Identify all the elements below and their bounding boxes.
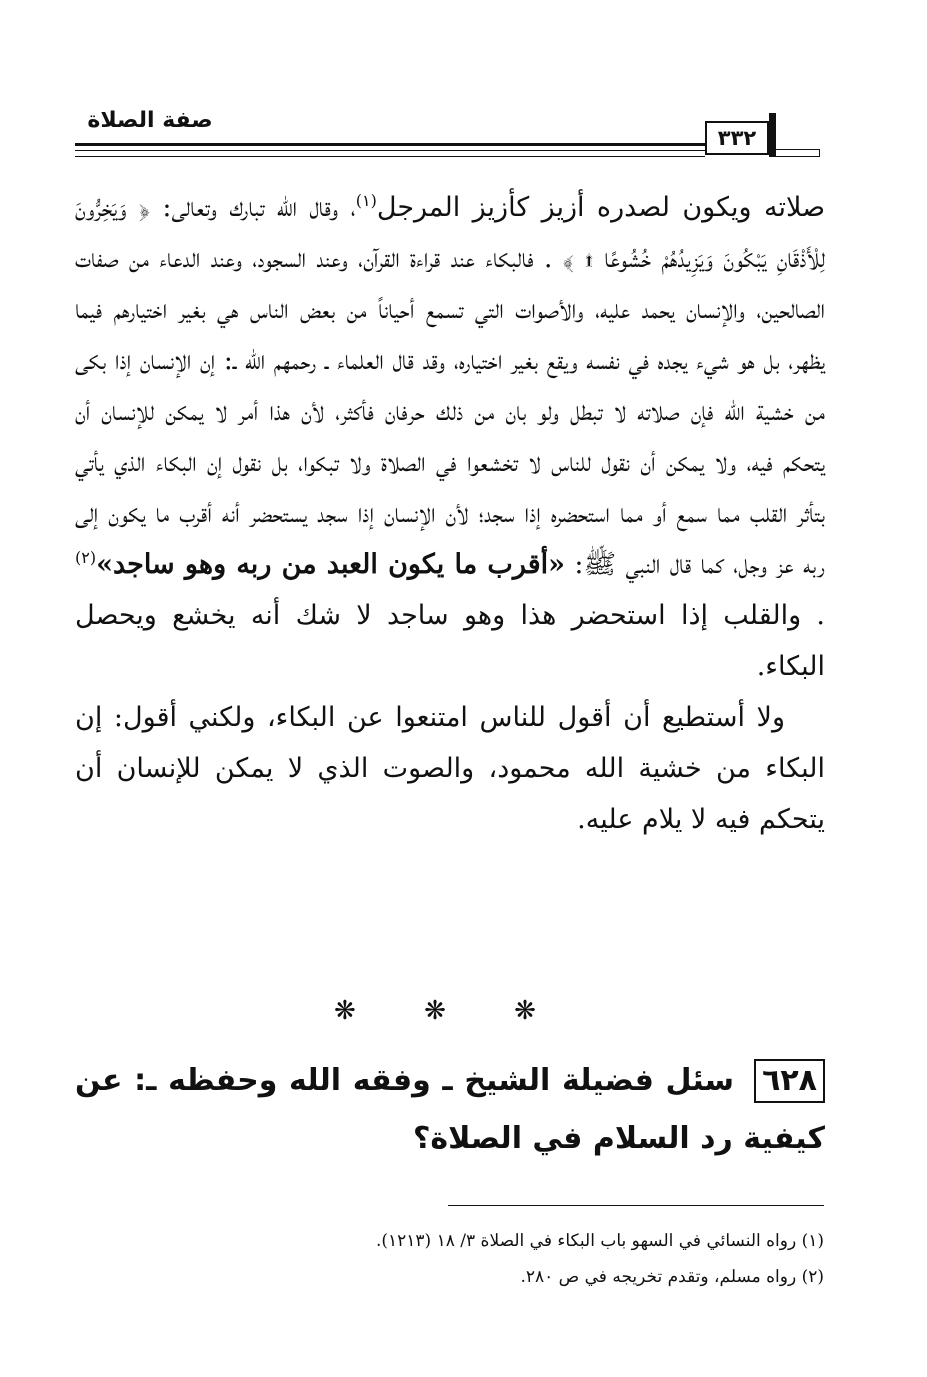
header-rule: [75, 143, 705, 146]
text-segment: . والقلب إذا استحضر هذا وهو ساجد لا شك أنه يخشع ويحصل البكاء.: [75, 600, 825, 682]
header-rule-thin-lower: [75, 156, 705, 157]
text-segment: صلاته ويكون لصدره أزيز كأزيز المرجل: [376, 192, 825, 223]
footnote-divider: [448, 1205, 824, 1206]
page-number: ٣٣٢: [705, 121, 769, 155]
hadith-quote: «أقرب ما يكون العبد من ربه وهو ساجد»: [96, 549, 565, 580]
section-separator: ❋ ❋ ❋: [334, 996, 566, 1026]
text-segment: ، وقال الله تبارك وتعالى: ﴿ وَيَخِرُّونَ لِلْأَذْقَانِ يَبْكُونَ وَيَزِيدُهُمْ خُشُوعًا ۩ ﴾ . فالبكاء عند قراءة القرآن، وعند السجود، وعند الدعاء من صفات الصالحين، والإنسان يحمد عليه، والأصوات التي تسمع أحياناً من بعض الناس هي بغير اختيارهم فيما يظهر، بل هو شيء يجده في نفسه ويقع بغير اختياره، وقد قال العلماء ـ رحمهم الله ـ: إن الإنسان إذا بكى من خشية الله فإن صلاته لا تبطل ولو بان من ذلك حرفان فأكثر، لأن هذا أمر لا يمكن للإنسان أن يتحكم فيه، ولا يمكن أن نقول للناس لا تخشعوا في الصلاة ولا تبكوا، بل نقول إن البكاء الذي يأتي بتأثر القلب مما سمع أو مما استحضره إذا سجد؛ لأن الإنسان إذا سجد يستحضر أنه أقرب ما يكون إلى ربه عز وجل، كما قال النبي ﷺ:: [75, 192, 825, 580]
paragraph-1: [75, 182, 825, 692]
page-number-bar: [769, 113, 776, 157]
header-rule-tail: [776, 149, 820, 157]
footnotes: [200, 1223, 824, 1295]
header-rule-thin: [75, 150, 705, 151]
paragraph-2: ولا أستطيع أن أقول للناس امتنعوا عن البكاء، ولكني أقول: إن البكاء من خشية الله محمود، والصوت الذي لا يمكن للإنسان أن يتحكم فيه لا يلام عليه.: [75, 702, 825, 835]
question-heading: [75, 1052, 825, 1168]
footnote-ref-2: (٢): [75, 548, 97, 567]
book-title: صفة الصلاة: [87, 108, 213, 133]
question-text: سئل فضيلة الشيخ ـ وفقه الله وحفظه ـ: عن كيفية رد السلام في الصلاة؟: [75, 1063, 825, 1156]
footnote-2: (٢) رواه مسلم، وتقدم تخريجه في ص ٢٨٠.: [520, 1267, 824, 1287]
body-text: [75, 182, 825, 845]
footnote-ref-1: (١): [355, 191, 377, 210]
page-header: [75, 105, 825, 167]
question-number: ٦٢٨: [754, 1059, 825, 1103]
footnote-1: (١) رواه النسائي في السهو باب البكاء في الصلاة ٣/ ١٨ (١٢١٣).: [375, 1231, 824, 1251]
